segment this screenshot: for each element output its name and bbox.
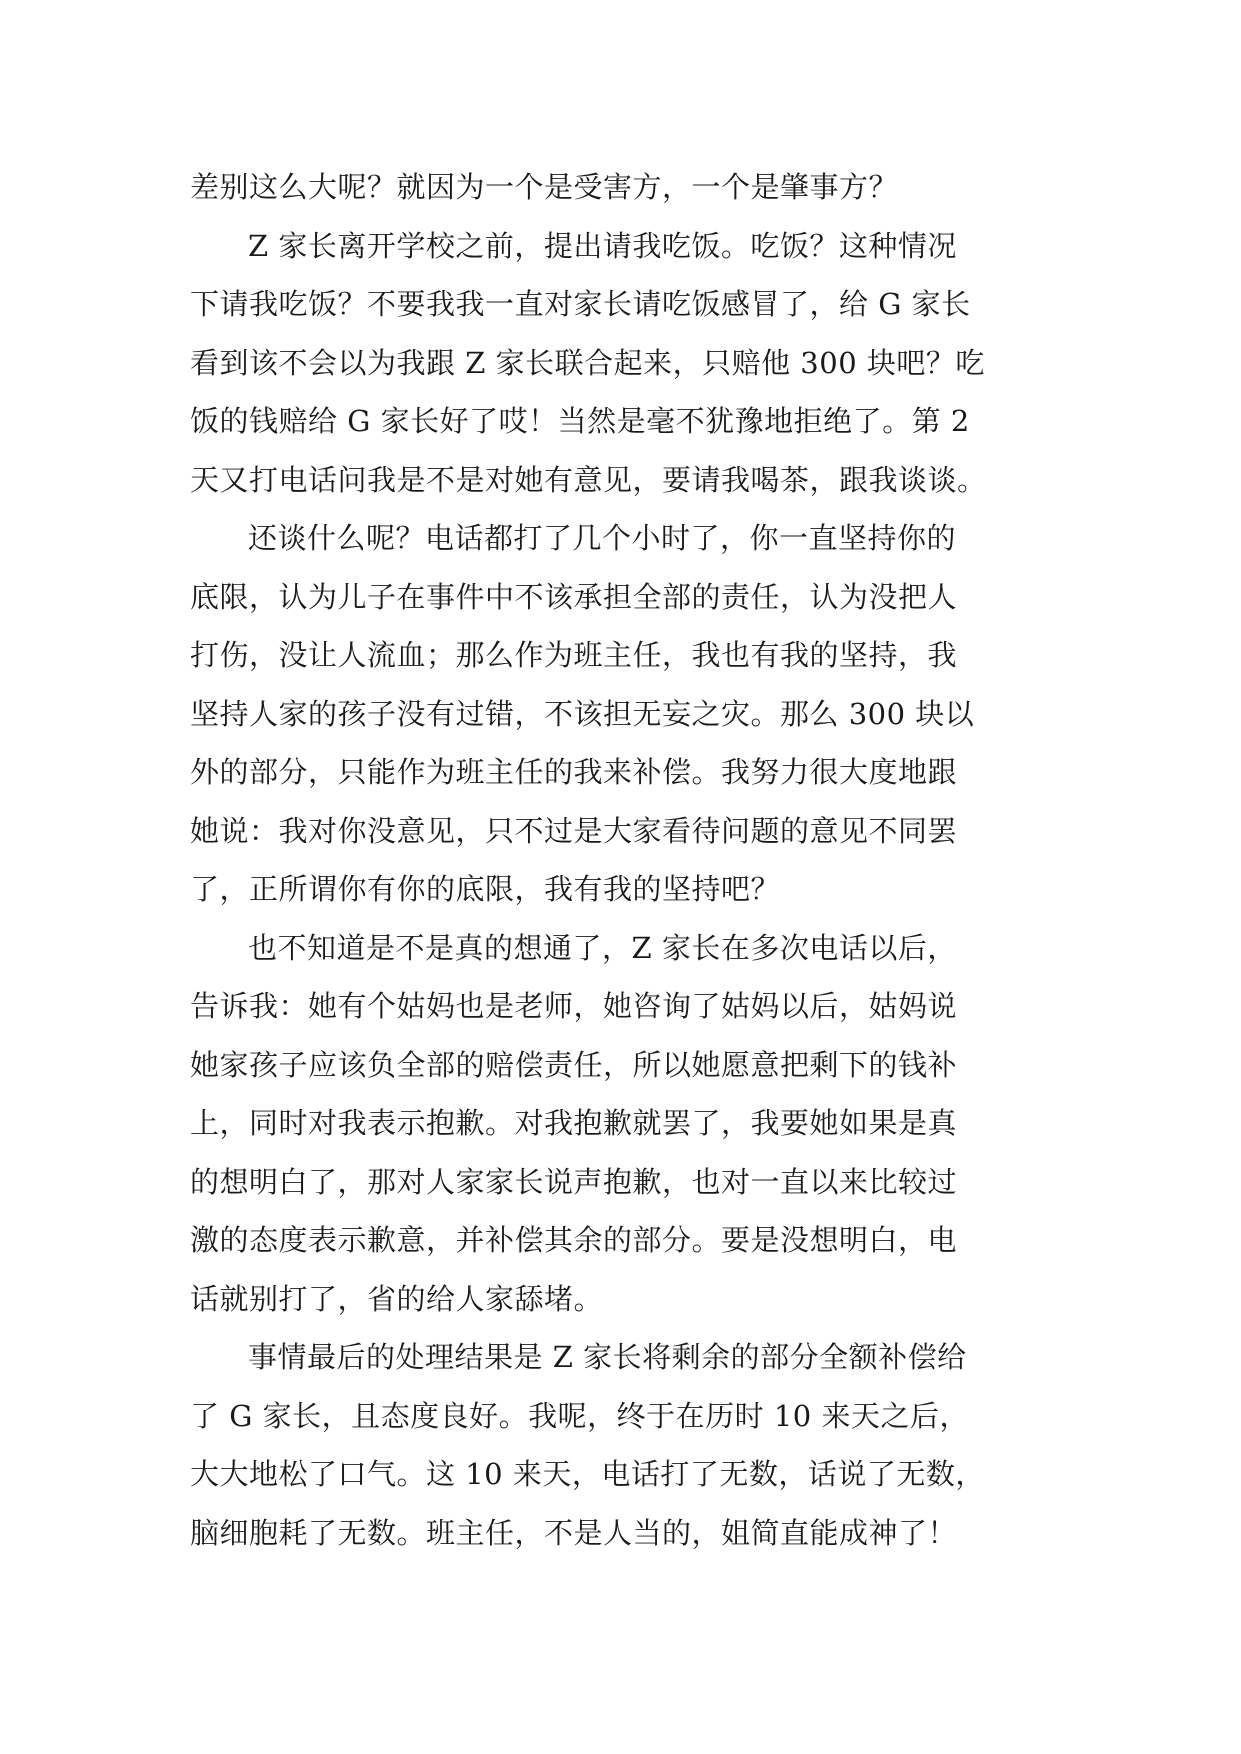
- text-line-22: 了 G 家长，且态度良好。我呢，终于在历时 10 来天之后，: [190, 1398, 969, 1433]
- text-line-19: 激的态度表示歉意，并补偿其余的部分。要是没想明白，电: [190, 1223, 958, 1257]
- text-line-24: 脑细胞耗了无数。班主任，不是人当的，姐简直能成神了！: [190, 1515, 958, 1550]
- text-line-6: 天又打电话问我是不是对她有意见，要请我喝茶，跟我谈谈。: [190, 462, 987, 497]
- text-line-14: 也不知道是不是真的想通了，Z 家长在多次电话以后，: [248, 930, 957, 965]
- text-line-13: 了，正所谓你有你的底限，我有我的坚持吧？: [190, 872, 781, 906]
- text-line-2: Z 家长离开学校之前，提出请我吃饭。吃饭？这种情况: [248, 228, 957, 263]
- text-line-23: 大大地松了口气。这 10 来天，电话打了无数，话说了无数，: [190, 1457, 985, 1491]
- text-line-17: 上，同时对我表示抱歉。对我抱歉就罢了，我要她如果是真: [190, 1106, 958, 1140]
- text-line-4: 看到该不会以为我跟 Z 家长联合起来，只赔他 300 块吧？吃: [190, 345, 985, 380]
- text-line-20: 话就别打了，省的给人家舔堵。: [190, 1281, 604, 1316]
- body-text: [190, 158, 1070, 1562]
- text-line-9: 打伤，没让人流血；那么作为班主任，我也有我的坚持，我: [190, 638, 958, 672]
- text-line-3: 下请我吃饭？不要我我一直对家长请吃饭感冒了，给 G 家长: [190, 287, 971, 321]
- text-line-5: 饭的钱赔给 G 家长好了哎！当然是毫不犹豫地拒绝了。第 2: [190, 404, 970, 438]
- text-line-16: 她家孩子应该负全部的赔偿责任，所以她愿意把剩下的钱补: [190, 1047, 958, 1082]
- text-line-8: 底限，认为儿子在事件中不该承担全部的责任，认为没把人: [190, 579, 958, 614]
- text-line-21: 事情最后的处理结果是 Z 家长将剩余的部分全额补偿给: [248, 1340, 967, 1374]
- text-line-11: 外的部分，只能作为班主任的我来补偿。我努力很大度地跟: [190, 755, 958, 789]
- text-line-1: 差别这么大呢？就因为一个是受害方，一个是肇事方？: [190, 170, 899, 204]
- text-line-15: 告诉我：她有个姑妈也是老师，她咨询了姑妈以后，姑妈说: [190, 989, 958, 1023]
- text-line-10: 坚持人家的孩子没有过错，不该担无妄之灾。那么 300 块以: [190, 696, 975, 731]
- text-line-12: 她说：我对你没意见，只不过是大家看待问题的意见不同罢: [190, 813, 958, 848]
- text-line-18: 的想明白了，那对人家家长说声抱歉，也对一直以来比较过: [190, 1164, 958, 1199]
- text-line-7: 还谈什么呢？电话都打了几个小时了，你一直坚持你的: [248, 521, 957, 555]
